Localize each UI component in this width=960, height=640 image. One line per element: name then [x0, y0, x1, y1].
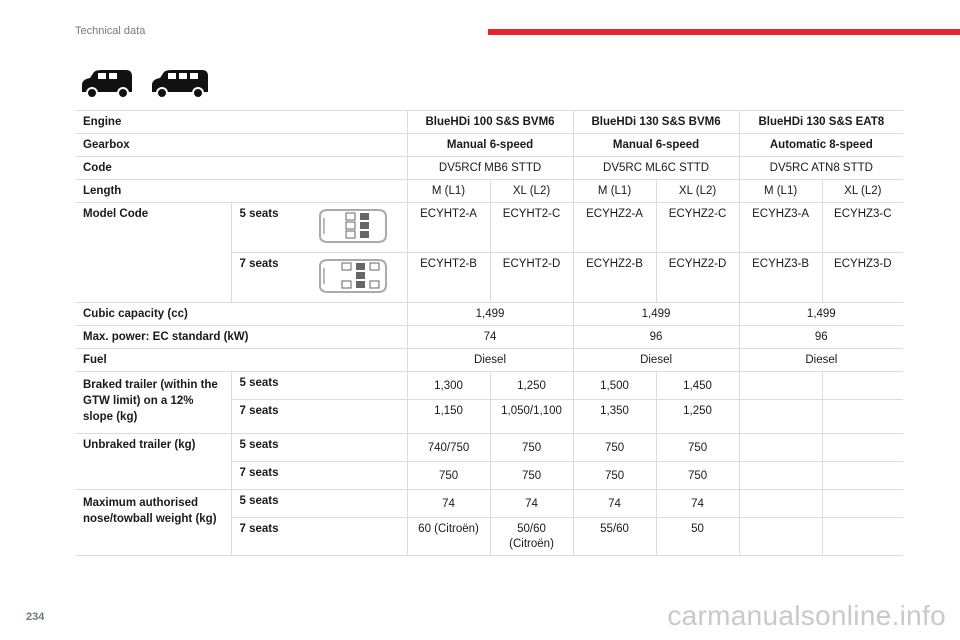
towball-weight-label: Maximum authorised nose/towball weight (kg): [75, 490, 231, 556]
van-7-seat-icon: [152, 70, 208, 98]
gearbox-cell: Manual 6-speed: [407, 134, 573, 157]
max-power-label: Max. power: EC standard (kW): [75, 326, 407, 349]
max-power-cell: 96: [573, 326, 739, 349]
vehicle-icons: [80, 70, 210, 102]
braked-trailer-row-5: [75, 372, 903, 400]
towball-weight-cell: 55/60: [573, 518, 656, 556]
model-code-cell: ECYHZ2-C: [656, 203, 739, 253]
towball-weight-cell: [739, 518, 822, 556]
braked-trailer-cell: [739, 400, 822, 434]
van-5-seat-icon: [82, 70, 132, 98]
seat-diagram-cell: [297, 253, 407, 303]
towball-weight-cell: [822, 518, 903, 556]
code-cell: DV5RC ATN8 STTD: [739, 157, 903, 180]
braked-trailer-cell: [739, 372, 822, 400]
braked-trailer-cell: 1,250: [490, 372, 573, 400]
engine-label: Engine: [75, 111, 407, 134]
model-code-cell: ECYHT2-D: [490, 253, 573, 303]
towball-weight-cell: 50: [656, 518, 739, 556]
gearbox-cell: Manual 6-speed: [573, 134, 739, 157]
cubic-capacity-cell: 1,499: [573, 303, 739, 326]
braked-trailer-cell: 1,350: [573, 400, 656, 434]
braked-trailer-label: Braked trailer (within the GTW limit) on a 12% slope (kg): [75, 372, 231, 434]
seats-label: 5 seats: [231, 203, 297, 253]
unbraked-trailer-cell: 750: [656, 434, 739, 462]
max-power-row: [75, 326, 903, 349]
seat-layout-7-icon: [316, 258, 388, 294]
code-cell: DV5RCf MB6 STTD: [407, 157, 573, 180]
engine-cell: BlueHDi 130 S&S BVM6: [573, 111, 739, 134]
unbraked-trailer-cell: 750: [407, 462, 490, 490]
unbraked-trailer-cell: [822, 434, 903, 462]
watermark: carmanualsonline.info: [667, 600, 946, 631]
seat-layout-5-icon: [316, 208, 388, 244]
seat-diagram-cell: [297, 203, 407, 253]
model-code-cell: ECYHT2-B: [407, 253, 490, 303]
length-label: Length: [75, 180, 407, 203]
seats-label: 7 seats: [231, 400, 407, 434]
length-cell: XL (L2): [490, 180, 573, 203]
gearbox-cell: Automatic 8-speed: [739, 134, 903, 157]
fuel-label: Fuel: [75, 349, 407, 372]
length-cell: XL (L2): [822, 180, 903, 203]
length-row: [75, 180, 903, 203]
model-code-cell: ECYHZ2-A: [573, 203, 656, 253]
length-cell: XL (L2): [656, 180, 739, 203]
max-power-cell: 74: [407, 326, 573, 349]
unbraked-trailer-cell: 750: [490, 462, 573, 490]
braked-trailer-cell: [822, 372, 903, 400]
towball-weight-cell: 50/60 (Citroën): [490, 518, 573, 556]
gearbox-row: [75, 134, 903, 157]
fuel-row: [75, 349, 903, 372]
unbraked-trailer-cell: [822, 462, 903, 490]
unbraked-trailer-row-5: [75, 434, 903, 462]
model-code-cell: ECYHZ2-B: [573, 253, 656, 303]
towball-weight-cell: 74: [573, 490, 656, 518]
towball-weight-cell: 74: [407, 490, 490, 518]
cubic-capacity-label: Cubic capacity (cc): [75, 303, 407, 326]
braked-trailer-cell: 1,500: [573, 372, 656, 400]
max-power-cell: 96: [739, 326, 903, 349]
seats-label: 7 seats: [231, 462, 407, 490]
braked-trailer-cell: 1,050/1,100: [490, 400, 573, 434]
model-code-cell: ECYHZ3-A: [739, 203, 822, 253]
fuel-cell: Diesel: [739, 349, 903, 372]
technical-data-table: [75, 110, 903, 556]
cubic-capacity-cell: 1,499: [739, 303, 903, 326]
braked-trailer-cell: 1,250: [656, 400, 739, 434]
engine-row: [75, 111, 903, 134]
seats-label: 5 seats: [231, 490, 407, 518]
towball-weight-cell: 74: [490, 490, 573, 518]
towball-weight-cell: [822, 490, 903, 518]
code-cell: DV5RC ML6C STTD: [573, 157, 739, 180]
unbraked-trailer-cell: 750: [573, 462, 656, 490]
model-code-cell: ECYHZ3-C: [822, 203, 903, 253]
length-cell: M (L1): [407, 180, 490, 203]
model-code-cell: ECYHZ2-D: [656, 253, 739, 303]
model-code-cell: ECYHZ3-B: [739, 253, 822, 303]
unbraked-trailer-cell: [739, 434, 822, 462]
seats-label: 7 seats: [231, 518, 407, 556]
engine-cell: BlueHDi 130 S&S EAT8: [739, 111, 903, 134]
unbraked-trailer-cell: 750: [656, 462, 739, 490]
braked-trailer-cell: 1,300: [407, 372, 490, 400]
fuel-cell: Diesel: [407, 349, 573, 372]
engine-cell: BlueHDi 100 S&S BVM6: [407, 111, 573, 134]
section-accent-bar: [488, 29, 960, 35]
unbraked-trailer-cell: 750: [490, 434, 573, 462]
braked-trailer-cell: [822, 400, 903, 434]
braked-trailer-cell: 1,150: [407, 400, 490, 434]
cubic-capacity-row: [75, 303, 903, 326]
towball-weight-cell: 60 (Citroën): [407, 518, 490, 556]
fuel-cell: Diesel: [573, 349, 739, 372]
length-cell: M (L1): [573, 180, 656, 203]
model-code-cell: ECYHT2-A: [407, 203, 490, 253]
model-code-row-5: [75, 203, 903, 253]
unbraked-trailer-cell: 740/750: [407, 434, 490, 462]
page-number: 234: [26, 611, 45, 623]
braked-trailer-cell: 1,450: [656, 372, 739, 400]
unbraked-trailer-label: Unbraked trailer (kg): [75, 434, 231, 490]
code-row: [75, 157, 903, 180]
seats-label: 5 seats: [231, 372, 407, 400]
seats-label: 7 seats: [231, 253, 297, 303]
unbraked-trailer-cell: [739, 462, 822, 490]
code-label: Code: [75, 157, 407, 180]
section-title: Technical data: [75, 25, 146, 37]
cubic-capacity-cell: 1,499: [407, 303, 573, 326]
length-cell: M (L1): [739, 180, 822, 203]
model-code-cell: ECYHT2-C: [490, 203, 573, 253]
seats-label: 5 seats: [231, 434, 407, 462]
unbraked-trailer-cell: 750: [573, 434, 656, 462]
towball-weight-row-5: [75, 490, 903, 518]
gearbox-label: Gearbox: [75, 134, 407, 157]
towball-weight-cell: 74: [656, 490, 739, 518]
model-code-label: Model Code: [75, 203, 231, 303]
model-code-cell: ECYHZ3-D: [822, 253, 903, 303]
towball-weight-cell: [739, 490, 822, 518]
